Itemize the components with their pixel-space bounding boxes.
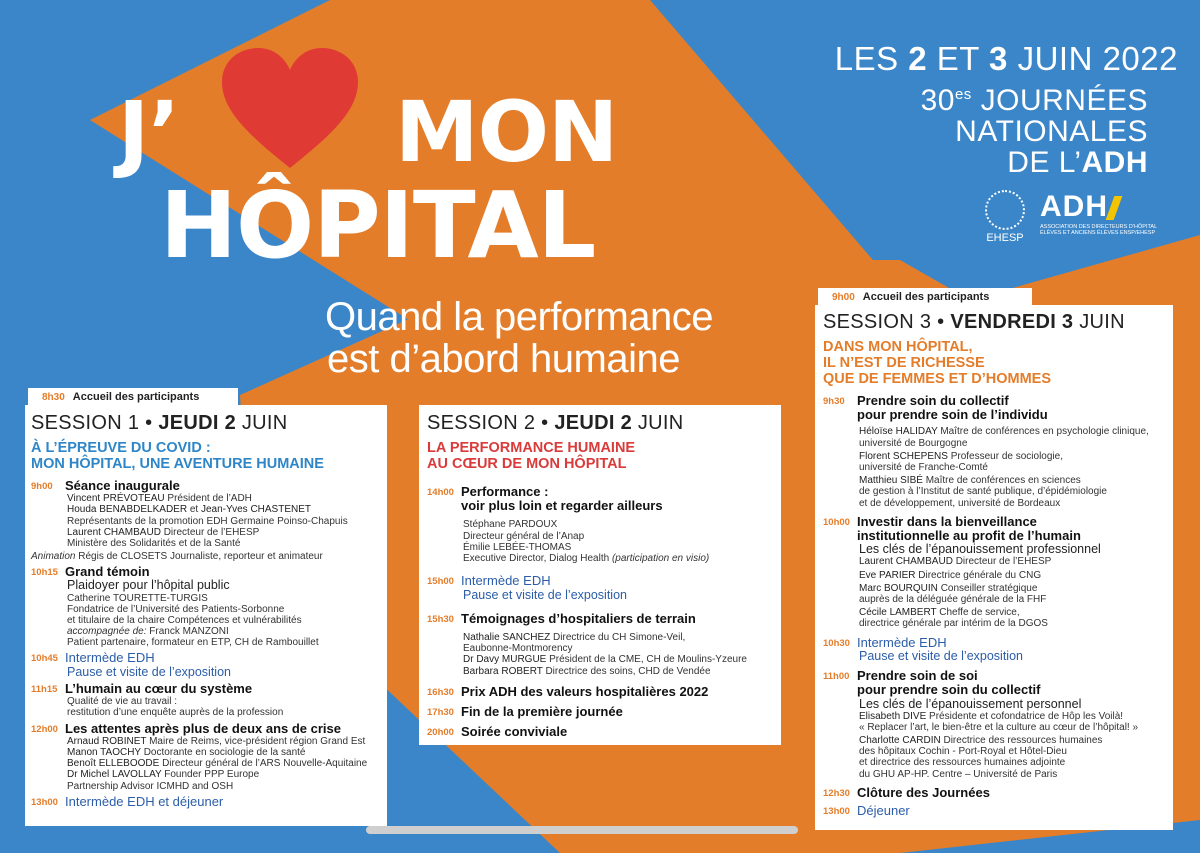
session1-item-expectations: 12h00 Les attentes après plus de deux ans de crise Arnaud ROBINET Maire de Reims, vice-président région Grand Est Manon TAOCHY Doctorante en sociologie de la santé Benoît ELLEBOODE Directeur général de l’ARS Nouvelle-Aquitaine Dr Michel LAVOLLAY Founder PPP Europe Partnership Advisor ICMHD and OSH bbox=[31, 720, 368, 792]
session2-item-break: 15h00 Intermède EDH Pause et visite de l’exposition bbox=[427, 573, 627, 602]
title-hopital: HÔPITAL bbox=[160, 172, 596, 279]
session1-animation: Animation Régis de CLOSETS Journaliste, reporteur et animateur bbox=[31, 551, 323, 563]
event-dates: LES 2 ET 3 JUIN 2022 bbox=[834, 40, 1178, 77]
tagline-line1: Quand la performance bbox=[325, 295, 714, 339]
session1-item-lunch: 13h00 Intermède EDH et déjeuner bbox=[31, 793, 224, 809]
session3-item-lunch: 13h00 Déjeuner bbox=[823, 803, 910, 819]
session3-welcome-ticket: 9h00 Accueil des participants bbox=[818, 288, 1032, 306]
session2-heading: SESSION 2 • JEUDI 2 JUIN bbox=[427, 412, 684, 434]
session2-item-performance: 14h00 Performance : voir plus loin et regarder ailleurs Stéphane PARDOUX Directeur général de l’Anap Émilie LEBÉE-THOMAS Executive Director, Dialog Health (participation en visio) bbox=[427, 483, 710, 565]
session3-item-collective: 9h30 Prendre soin du collectif pour prendre soin de l’individu Héloïse HALIDAY Maître de conférences en psychologie clinique, université de Bourgogne Florent SCHEPENS Professeur de sociologie, université de Franche-Comté Matthieu SIBÉ Maître de conférences en sciences de gestion à l’Institut de santé publique, d’épidémiologie et de développement, université de Bordeaux bbox=[823, 392, 1149, 509]
session3-theme: DANS MON HÔPITAL, IL N’EST DE RICHESSE QUE DE FEMMES ET D’HOMMES bbox=[823, 339, 1051, 387]
session1-heading: SESSION 1 • JEUDI 2 JUIN bbox=[31, 412, 288, 434]
session2-theme: LA PERFORMANCE HUMAINE AU CŒUR DE MON HÔPITAL bbox=[427, 440, 636, 472]
heart-icon bbox=[220, 46, 360, 170]
title-j: J’ bbox=[118, 83, 180, 181]
ehesp-logo: EHESP bbox=[980, 190, 1030, 248]
session1-welcome-ticket: 8h30 Accueil des participants bbox=[28, 388, 238, 406]
session1-item-opening: 9h00 Séance inaugurale Vincent PRÉVOTEAU Président de l’ADH Houda BENABDELKADER et Jean-Yves CHASTENET Représentants de la promotion EDH Germaine Poinso-Chapuis Laurent CHAMBAUD Directeur de l’EHESP Ministère des Solidarités et de la Santé bbox=[31, 477, 348, 549]
session3-item-closing: 12h30 Clôture des Journées bbox=[823, 784, 990, 800]
session3-item-selfcare: 11h00 Prendre soin de soi pour prendre soin du collectif Les clés de l’épanouissement personnel Elisabeth DIVE Présidente et cofondatrice de Hôp les Voilà! « Replacer l’art, le bien-être et la culture au cœur de l’hôpital! » Charlotte CARDIN Directrice des ressources humaines des hôpitaux Cochin - Port-Royal et Hôtel-Dieu et directrice des ressources humaines adjointe du GHU AP-HP. Centre – Université de Paris bbox=[823, 667, 1139, 780]
session1-item-break: 10h45 Intermède EDH Pause et visite de l’exposition bbox=[31, 650, 231, 679]
horizontal-scrollbar[interactable] bbox=[366, 826, 798, 834]
session3-heading: SESSION 3 • VENDREDI 3 JUIN bbox=[823, 311, 1125, 333]
session1-panel bbox=[25, 405, 387, 826]
session3-item-benevolence: 10h00 Investir dans la bienveillance institutionnelle au profit de l’humain Les clés de l’épanouissement professionnel Laurent CHAMBAUD Directeur de l’EHESP Eve PARIER Directrice générale du CNG Marc BOURQUIN Conseiller stratégique auprès de la déléguée générale de la FHF Cécile LAMBERT Cheffe de service, directrice générale par intérim de la DGOS bbox=[823, 513, 1101, 630]
session2-item-testimonies: 15h30 Témoignages d’hospitaliers de terrain Nathalie SANCHEZ Directrice du CH Simone-Veil, Eaubonne-Montmorency Dr Davy MURGUE Président de la CME, CH de Moulins-Yzeure Barbara ROBERT Directrice des soins, CHD de Vendée bbox=[427, 610, 747, 677]
journees-nationales: $30^{es}$ JOURNÉES NATIONALES DE L’ADH bbox=[920, 84, 1148, 179]
session2-item-prize: 16h30 Prix ADH des valeurs hospitalières 2022 bbox=[427, 683, 709, 699]
session2-panel bbox=[419, 405, 781, 745]
session1-item-witness: 10h15 Grand témoin Plaidoyer pour l’hôpital public Catherine TOURETTE-TURGIS Fondatrice de l’Université des Patients-Sorbonne et titulaire de la chaire Compétences et vulnérabilités accompagnée de: Franck MANZONI Patient partenaire, formateur en ETP, CH de Rambouillet bbox=[31, 564, 319, 649]
adh-logo: ADH ASSOCIATION DES DIRECTEURS D’HÔPITAL ÉLÈVES ET ANCIENS ÉLÈVES ENSP/EHESP bbox=[1040, 190, 1158, 237]
title-mon: MON bbox=[395, 83, 618, 181]
session3-item-break: 10h30 Intermède EDH Pause et visite de l’exposition bbox=[823, 634, 1023, 663]
session1-theme: À L’ÉPREUVE DU COVID : MON HÔPITAL, UNE AVENTURE HUMAINE bbox=[31, 440, 324, 472]
tagline-line2: est d’abord humaine bbox=[327, 337, 680, 381]
session1-item-human: 11h15 L’humain au cœur du système Qualité de vie au travail : restitution d’une enquête auprès de la profession bbox=[31, 680, 284, 719]
session2-item-end: 17h30 Fin de la première journée bbox=[427, 703, 623, 719]
session3-panel bbox=[815, 305, 1173, 830]
session2-item-evening: 20h00 Soirée conviviale bbox=[427, 724, 568, 740]
partner-logos bbox=[980, 190, 1158, 248]
